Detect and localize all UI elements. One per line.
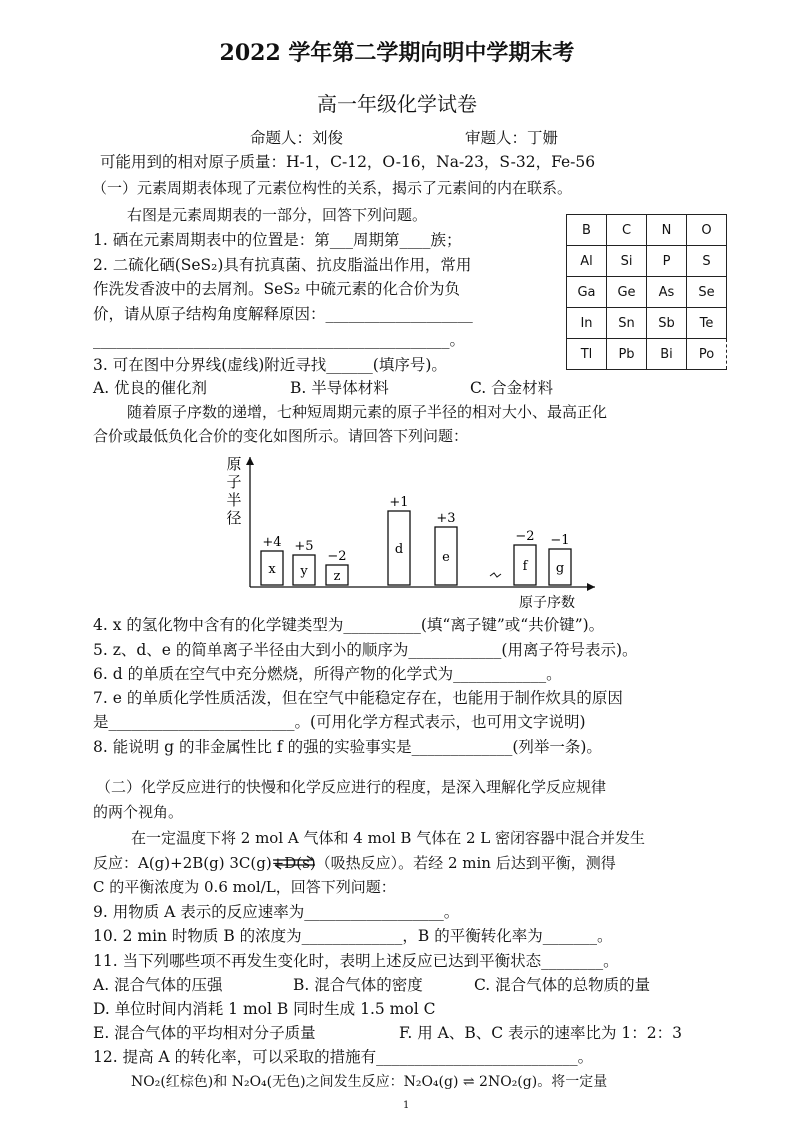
- pt-cell: Se: [687, 277, 727, 308]
- y-axis-arrow-icon: [246, 457, 254, 465]
- pt-cell: N: [647, 215, 687, 246]
- pt-cell: Ga: [567, 277, 607, 308]
- valence-label-x: +4: [262, 535, 282, 550]
- y-axis-label-char: 半: [226, 491, 242, 509]
- chart-intro-a: 随着原子序数的递增，七种短周期元素的原子半径的相对大小、最高正化: [127, 403, 608, 421]
- bar-label-g: g: [555, 561, 565, 576]
- question-12: 12. 提高 A 的转化率，可以采取的措施有__________________________。: [93, 1048, 594, 1066]
- pt-cell: In: [567, 308, 607, 339]
- question-6: 6. d 的单质在空气中充分燃烧，所得产物的化学式为____________。: [93, 665, 562, 683]
- y-axis-label-char: 原: [226, 455, 242, 473]
- valence-label-d: +1: [389, 495, 409, 510]
- valence-label-z: −2: [327, 549, 347, 564]
- section2-intro-a: 在一定温度下将 2 mol A 气体和 4 mol B 气体在 2 L 密闭容器中混合并发生: [131, 829, 646, 847]
- question-11-option-b: B. 混合气体的密度: [293, 976, 423, 994]
- question-9: 9. 用物质 A 表示的反应速率为__________________。: [93, 903, 460, 921]
- valence-label-e: +3: [436, 511, 456, 526]
- pt-cell: Ge: [607, 277, 647, 308]
- pt-cell: Al: [567, 246, 607, 277]
- question-7-line-b: 是________________________。(可用化学方程式表示，也可用文字说明): [93, 713, 586, 731]
- atomic-masses: 可能用到的相对原子质量：H-1，C-12，O-16，Na-23，S-32，Fe-56: [100, 153, 596, 171]
- question-3-option-b: B. 半导体材料: [290, 379, 389, 397]
- question-2-line-b: 作洗发香波中的去屑剂。SeS₂ 中硫元素的化合价为负: [93, 280, 461, 298]
- section1-heading: （一）元素周期表体现了元素位构性的关系，揭示了元素间的内在联系。: [92, 179, 573, 197]
- question-2-line-a: 2. 二硫化硒(SeS₂)具有抗真菌、抗皮脂溢出作用，常用: [93, 256, 472, 274]
- y-axis-label-char: 子: [226, 473, 242, 491]
- question-11-option-e: E. 混合气体的平均相对分子质量: [93, 1024, 316, 1042]
- section2-heading-b: 的两个视角。: [93, 803, 184, 821]
- valence-label-y: +5: [294, 539, 314, 554]
- pt-row: [567, 277, 727, 308]
- pt-cell: P: [647, 246, 687, 277]
- pt-row: [567, 215, 727, 246]
- pt-cell: Tl: [567, 339, 607, 370]
- pt-cell: Sb: [647, 308, 687, 339]
- pt-cell: S: [687, 246, 727, 277]
- page-number: 1: [403, 1100, 410, 1111]
- section2-intro-b: 反应：A(g)+2B(g) 3C(g)+D(s)（吸热反应）。若经 2 min 后达到平衡，测得: [93, 854, 616, 872]
- y-axis-label-char: 径: [226, 509, 242, 527]
- pt-cell: Pb: [607, 339, 647, 370]
- pt-cell: Bi: [647, 339, 687, 370]
- equilibrium-arrow-icon: [271, 853, 317, 871]
- x-axis-arrow-icon: [587, 583, 595, 591]
- bar-label-e: e: [442, 550, 450, 565]
- bar-label-x: x: [268, 562, 276, 577]
- periodic-table-fragment: [566, 214, 727, 370]
- pt-row: [567, 246, 727, 277]
- pt-cell: Te: [687, 308, 727, 339]
- bar-label-y: y: [300, 564, 308, 579]
- section2-tail: NO₂(红棕色)和 N₂O₄(无色)之间发生反应：N₂O₄(g) ⇌ 2NO₂(g)。将一定量: [131, 1074, 608, 1090]
- question-7-line-a: 7. e 的单质化学性质活泼，但在空气中能稳定存在，也能用于制作炊具的原因: [93, 689, 623, 707]
- question-11-option-d: D. 单位时间内消耗 1 mol B 同时生成 1.5 mol C: [93, 1000, 436, 1018]
- pt-cell: Si: [607, 246, 647, 277]
- section1-intro: 右图是元素周期表的一部分，回答下列问题。: [127, 206, 428, 224]
- chart-intro-b: 合价或最低负化合价的变化如图所示。请回答下列问题：: [93, 427, 469, 445]
- question-2-line-d: ______________________________________________。: [93, 331, 466, 349]
- question-11-option-c: C. 混合气体的总物质的量: [474, 976, 651, 994]
- question-2-line-c: 价，请从原子结构角度解释原因：___________________: [93, 305, 473, 323]
- valence-label-f: −2: [515, 529, 535, 544]
- atomic-radius-chart: [220, 455, 600, 615]
- exam-title: 2022 学年第二学期向明中学期末考: [219, 40, 575, 66]
- pt-row: [567, 339, 727, 370]
- reviewer: 审题人：丁姗: [465, 129, 559, 147]
- question-3-option-c: C. 合金材料: [470, 379, 554, 397]
- author: 命题人：刘俊: [250, 129, 344, 147]
- pt-cell: B: [567, 215, 607, 246]
- question-1: 1. 硒在元素周期表中的位置是：第___周期第____族；: [93, 231, 462, 249]
- axis-break-icon: [490, 573, 501, 577]
- bar-label-d: d: [394, 542, 404, 557]
- exam-subtitle: 高一年级化学试卷: [317, 92, 477, 116]
- pt-row: [567, 308, 727, 339]
- pt-cell: As: [647, 277, 687, 308]
- valence-label-g: −1: [550, 533, 570, 548]
- chart-svg: [220, 455, 600, 615]
- question-11: 11. 当下列哪些项不再发生变化时，表明上述反应已达到平衡状态________。: [93, 952, 619, 970]
- question-4: 4. x 的氢化物中含有的化学键类型为__________(填“离子键”或“共价键”)。: [93, 616, 605, 634]
- pt-cell: C: [607, 215, 647, 246]
- section2-intro-c: C 的平衡浓度为 0.6 mol/L，回答下列问题：: [93, 878, 396, 896]
- question-3: 3. 可在图中分界线(虚线)附近寻找______(填序号)。: [93, 356, 447, 374]
- question-8: 8. 能说明 g 的非金属性比 f 的强的实验事实是_____________(列举一条)。: [93, 738, 602, 756]
- question-10: 10. 2 min 时物质 B 的浓度为_____________，B 的平衡转化率为_______。: [93, 927, 613, 945]
- pt-cell: Po: [687, 339, 727, 370]
- x-axis-label: 原子序数: [519, 595, 575, 611]
- question-3-option-a: A. 优良的催化剂: [93, 379, 208, 397]
- pt-cell: O: [687, 215, 727, 246]
- question-11-option-f: F. 用 A、B、C 表示的速率比为 1：2：3: [399, 1024, 683, 1042]
- bar-label-z: z: [333, 569, 341, 584]
- bar-label-f: f: [522, 559, 528, 574]
- pt-cell: Sn: [607, 308, 647, 339]
- question-5: 5. z、d、e 的简单离子半径由大到小的顺序为____________(用离子符号表示)。: [93, 641, 638, 659]
- question-11-option-a: A. 混合气体的压强: [93, 976, 223, 994]
- section2-heading-a: （二）化学反应进行的快慢和化学反应进行的程度，是深入理解化学反应规律: [96, 778, 607, 796]
